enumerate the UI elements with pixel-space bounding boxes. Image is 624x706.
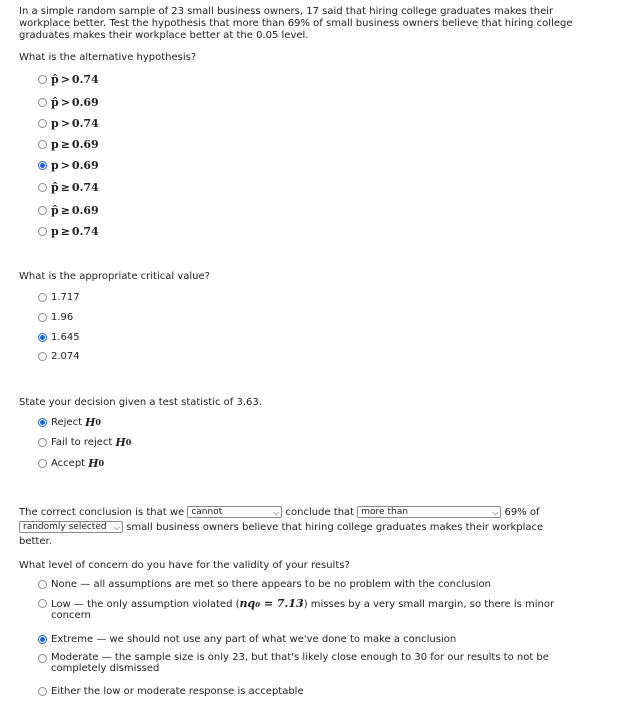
concern-option-moderate[interactable]: Moderate — the sample size is only 23, but that's likely close enough to 30 for our results to not be completely dismissed (38, 652, 549, 675)
hypothesis-option-7[interactable] (38, 203, 99, 217)
radio-button-selected[interactable] (38, 333, 47, 342)
hypothesis-option-4[interactable] (38, 137, 99, 151)
chevron-down-icon: ⌵ (492, 507, 499, 517)
hypothesis-expression (51, 117, 99, 130)
decision-label: Fail to reject (51, 436, 113, 448)
radio-button-selected[interactable] (38, 635, 47, 644)
radio-button-selected[interactable] (38, 161, 47, 170)
question-level-of-concern: What level of concern do you have for the validity of your results? (19, 560, 350, 571)
radio-button[interactable] (38, 599, 47, 608)
critical-value-label: 1.645 (51, 331, 80, 343)
critical-value-label: 2.074 (51, 350, 80, 362)
chevron-down-icon: ⌵ (113, 522, 120, 532)
conclusion-select-cannot[interactable]: cannot ⌵ (187, 506, 282, 518)
null-hypothesis-subscript: 0 (98, 458, 105, 468)
hypothesis-option-6[interactable] (38, 180, 99, 194)
hypothesis-expression (51, 204, 99, 217)
critical-value-option-2[interactable] (38, 310, 73, 324)
hypothesis-value: 0.69 (71, 95, 99, 109)
conclusion-line-2 (19, 521, 543, 534)
null-hypothesis-subscript: 0 (125, 437, 132, 447)
critical-value-label: 1.717 (51, 291, 80, 303)
decision-label: Reject (51, 416, 83, 428)
conclusion-select-population[interactable]: randomly selected ⌵ (19, 521, 123, 533)
math-nq0: nq₀ = 7.13 (239, 597, 304, 610)
hypothesis-variable: p (51, 224, 59, 238)
hypothesis-operator: > (60, 72, 70, 86)
radio-button[interactable] (38, 687, 47, 696)
hypothesis-expression (51, 73, 99, 86)
hypothesis-variable: p̂ (51, 203, 59, 217)
decision-option-3[interactable] (38, 456, 104, 470)
radio-button[interactable] (38, 75, 47, 84)
decision-label: Accept (51, 457, 86, 469)
hypothesis-option-1[interactable] (38, 72, 99, 86)
hypothesis-operator: ≥ (60, 203, 70, 217)
conclusion-line-1 (19, 506, 540, 519)
null-hypothesis-symbol: H (88, 456, 99, 470)
radio-button[interactable] (38, 119, 47, 128)
concern-option-extreme[interactable]: Extreme — we should not use any part of what we've done to make a conclusion (38, 632, 456, 646)
question-alternative-hypothesis: What is the alternative hypothesis? (19, 52, 197, 63)
hypothesis-value: 0.74 (71, 224, 99, 238)
question-critical-value: What is the appropriate critical value? (19, 271, 210, 282)
decision-option-2[interactable] (38, 435, 131, 449)
hypothesis-operator: > (60, 158, 70, 172)
hypothesis-variable: p̂ (51, 180, 59, 194)
radio-button[interactable] (38, 140, 47, 149)
null-hypothesis-symbol: H (115, 435, 126, 449)
hypothesis-expression (51, 96, 99, 109)
hypothesis-variable: p (51, 158, 59, 172)
hypothesis-expression (51, 181, 99, 194)
null-hypothesis-symbol: H (85, 415, 96, 429)
null-hypothesis-subscript: 0 (95, 417, 101, 427)
hypothesis-expression (51, 138, 99, 151)
conclusion-suffix2: small business owners believe that hiring college graduates makes their workplace (126, 522, 544, 533)
hypothesis-variable: p̂ (51, 72, 59, 86)
radio-button[interactable] (38, 459, 47, 468)
concern-option-none[interactable]: None — all assumptions are met so there appears to be no problem with the conclusion (38, 577, 491, 591)
hypothesis-operator: ≥ (60, 224, 70, 238)
hypothesis-value: 0.74 (71, 72, 99, 86)
hypothesis-value: 0.69 (71, 158, 99, 172)
hypothesis-operator: ≥ (60, 137, 70, 151)
radio-button[interactable] (38, 580, 47, 589)
hypothesis-option-3[interactable] (38, 116, 99, 130)
radio-button-selected[interactable] (38, 418, 47, 427)
radio-button[interactable] (38, 654, 47, 663)
hypothesis-option-2[interactable] (38, 95, 99, 109)
radio-button[interactable] (38, 438, 47, 447)
concern-option-either[interactable]: Either the low or moderate response is acceptable (38, 684, 304, 698)
radio-button[interactable] (38, 183, 47, 192)
problem-statement: In a simple random sample of 23 small business owners, 17 said that hiring college graduates makes their workplace better. Test the hypothesis that more than 69% of small business owners believe that hiring college graduates makes their workplace better at the 0.05 level. (19, 6, 573, 41)
decision-option-1[interactable] (38, 415, 101, 429)
critical-value-option-1[interactable] (38, 290, 80, 304)
hypothesis-variable: p̂ (51, 95, 59, 109)
radio-button[interactable] (38, 206, 47, 215)
hypothesis-option-5[interactable] (38, 158, 99, 172)
hypothesis-operator: ≥ (60, 180, 70, 194)
hypothesis-operator: > (60, 116, 70, 130)
hypothesis-value: 0.74 (71, 116, 99, 130)
conclusion-suffix3: better. (19, 536, 52, 547)
conclusion-middle: conclude that (285, 507, 355, 518)
hypothesis-expression (51, 159, 99, 172)
hypothesis-option-8[interactable] (38, 224, 99, 238)
radio-button[interactable] (38, 98, 47, 107)
hypothesis-value: 0.69 (71, 137, 99, 151)
critical-value-option-3[interactable] (38, 330, 80, 344)
radio-button[interactable] (38, 352, 47, 361)
conclusion-suffix1: 69% of (504, 507, 540, 518)
hypothesis-operator: > (60, 95, 70, 109)
critical-value-option-4[interactable] (38, 349, 80, 363)
concern-option-low[interactable]: Low — the only assumption violated (nq₀ = 7.13) misses by a very small margin, so there is minor concern (38, 597, 554, 622)
hypothesis-variable: p (51, 137, 59, 151)
radio-button[interactable] (38, 313, 47, 322)
chevron-down-icon: ⌵ (273, 507, 280, 517)
radio-button[interactable] (38, 293, 47, 302)
radio-button[interactable] (38, 227, 47, 236)
hypothesis-value: 0.69 (71, 203, 99, 217)
conclusion-prefix: The correct conclusion is that we (19, 507, 185, 518)
hypothesis-value: 0.74 (71, 180, 99, 194)
hypothesis-expression (51, 225, 99, 238)
question-decision: State your decision given a test statistic of 3.63. (19, 397, 262, 408)
conclusion-select-direction[interactable]: more than ⌵ (357, 506, 501, 518)
critical-value-label: 1.96 (51, 311, 74, 323)
hypothesis-variable: p (51, 116, 59, 130)
